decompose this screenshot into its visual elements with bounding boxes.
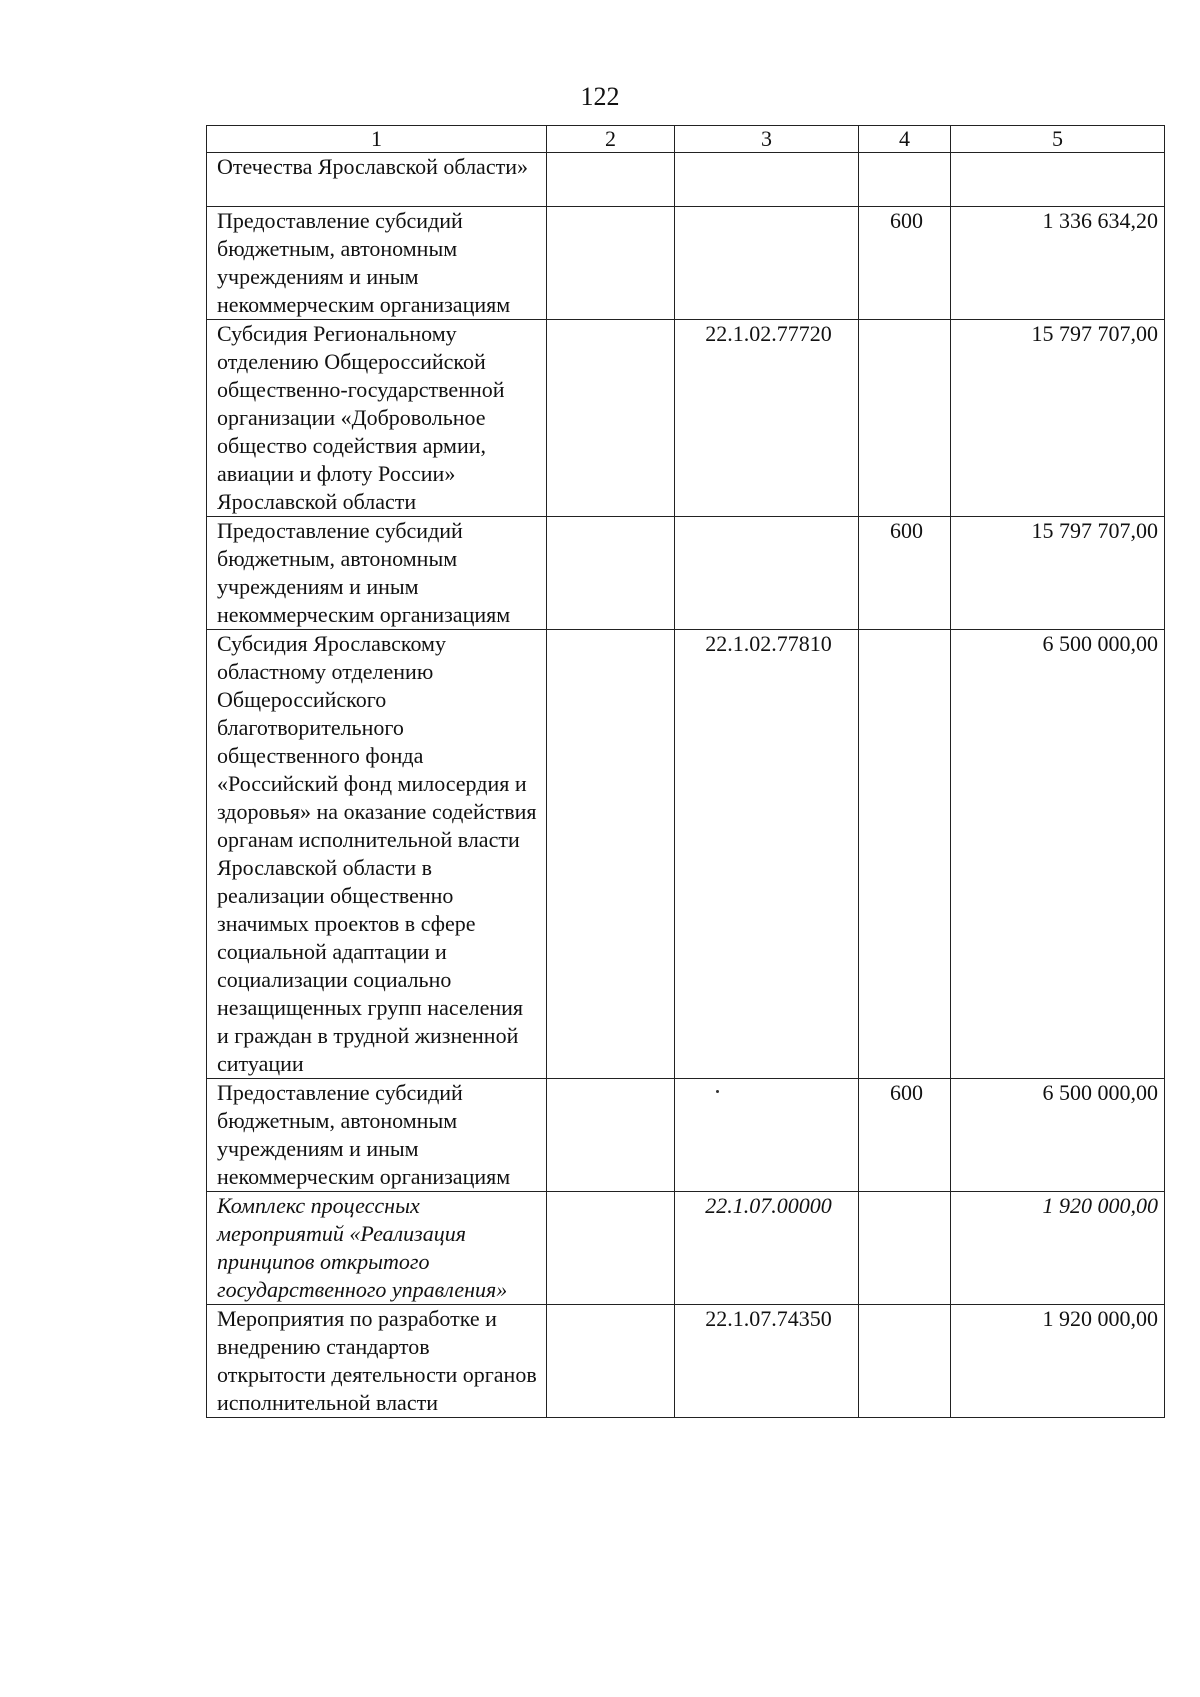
row-type	[859, 1192, 951, 1305]
table-row	[207, 1305, 1165, 1418]
header-col-3: 3	[675, 126, 859, 153]
row-col2	[547, 630, 675, 1079]
row-name: Предоставление субсидий бюджетным, автономным учреждениям и иным некоммерческим организациям	[207, 207, 547, 320]
row-col2	[547, 517, 675, 630]
scan-speck	[716, 1090, 719, 1093]
row-amount: 15 797 707,00	[951, 320, 1165, 517]
row-amount: 1 920 000,00	[951, 1305, 1165, 1418]
row-name: Предоставление субсидий бюджетным, автономным учреждениям и иным некоммерческим организациям	[207, 1079, 547, 1192]
row-code: 22.1.02.77720	[675, 320, 859, 517]
table-body	[207, 153, 1165, 1418]
row-name: Предоставление субсидий бюджетным, автономным учреждениям и иным некоммерческим организациям	[207, 517, 547, 630]
row-type: 600	[859, 517, 951, 630]
row-name: Комплекс процессных мероприятий «Реализация принципов открытого государственного управления»	[207, 1192, 547, 1305]
table-row	[207, 1192, 1165, 1305]
row-code	[675, 207, 859, 320]
header-col-2: 2	[547, 126, 675, 153]
table-row	[207, 1079, 1165, 1192]
row-name: Субсидия Региональному отделению Общероссийской общественно-государственной организации «Добровольное общество содействия армии, авиации и флоту России» Ярославской области	[207, 320, 547, 517]
row-col2	[547, 320, 675, 517]
row-name: Мероприятия по разработке и внедрению стандартов открытости деятельности органов исполнительной власти	[207, 1305, 547, 1418]
row-col2	[547, 153, 675, 207]
row-col2	[547, 1305, 675, 1418]
row-amount: 6 500 000,00	[951, 1079, 1165, 1192]
row-amount: 1 920 000,00	[951, 1192, 1165, 1305]
row-code: 22.1.02.77810	[675, 630, 859, 1079]
row-amount: 15 797 707,00	[951, 517, 1165, 630]
table-header	[207, 126, 1165, 153]
table-row	[207, 320, 1165, 517]
row-type	[859, 320, 951, 517]
header-row	[207, 126, 1165, 153]
row-amount: 6 500 000,00	[951, 630, 1165, 1079]
row-amount: 1 336 634,20	[951, 207, 1165, 320]
table-row	[207, 517, 1165, 630]
row-amount	[951, 153, 1165, 207]
budget-table	[206, 125, 1165, 1418]
row-type: 600	[859, 207, 951, 320]
header-col-1: 1	[207, 126, 547, 153]
row-name: Субсидия Ярославскому областному отделению Общероссийского благотворительного общественного фонда «Российский фонд милосердия и здоровья» на оказание содействия органам исполнительной власти Ярославской области в реализации общественно значимых проектов в сфере социальной адаптации и социализации социально незащищенных групп населения и граждан в трудной жизненной ситуации	[207, 630, 547, 1079]
row-type	[859, 630, 951, 1079]
row-type	[859, 1305, 951, 1418]
page-number: 122	[580, 82, 620, 111]
row-code	[675, 517, 859, 630]
row-type: 600	[859, 1079, 951, 1192]
row-code: 22.1.07.74350	[675, 1305, 859, 1418]
table-row	[207, 207, 1165, 320]
row-name: Отечества Ярославской области»	[207, 153, 547, 207]
row-code: 22.1.07.00000	[675, 1192, 859, 1305]
header-col-4: 4	[859, 126, 951, 153]
row-code	[675, 1079, 859, 1192]
row-col2	[547, 1079, 675, 1192]
row-type	[859, 153, 951, 207]
row-col2	[547, 1192, 675, 1305]
row-code	[675, 153, 859, 207]
table-row	[207, 630, 1165, 1079]
table-row	[207, 153, 1165, 207]
row-col2	[547, 207, 675, 320]
header-col-5: 5	[951, 126, 1165, 153]
